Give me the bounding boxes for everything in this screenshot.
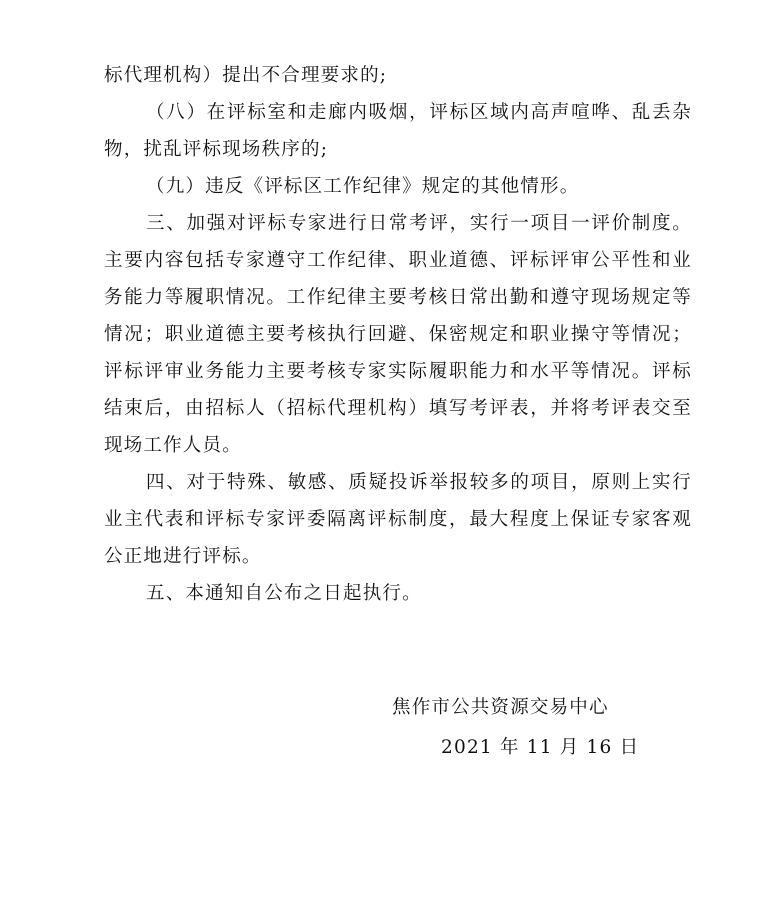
paragraph-continuation: 标代理机构）提出不合理要求的;	[104, 65, 388, 86]
paragraph-item-8: （八）在评标室和走廊内吸烟，评标区域内高声喧哗、乱丢杂物，扰乱评标现场秩序的;	[104, 102, 692, 160]
paragraph-section-3: 三、加强对评标专家进行日常考评，实行一项目一评价制度。主要内容包括专家遵守工作纪律、职业道德、评标评审公平性和业务能力等履职情况。工作纪律主要考核日常出勤和遵守现场规定等情况；职业道德主要考核执行回避、保密规定和职业操守等情况；评标评审业务能力主要考核专家实际履职能力和水平等情况。评标结束后，由招标人（招标代理机构）填写考评表，并将考评表交至现场工作人员。	[104, 213, 692, 456]
document-body	[104, 57, 692, 612]
paragraph-section-4: 四、对于特殊、敏感、质疑投诉举报较多的项目，原则上实行业主代表和评标专家评委隔离评标制度，最大程度上保证专家客观公正地进行评标。	[104, 472, 692, 567]
issue-date: 2021 年 11 月 16 日	[441, 737, 640, 758]
paragraph-item-9: （九）违反《评标区工作纪律》规定的其他情形。	[146, 176, 580, 197]
paragraph-section-5: 五、本通知自公布之日起执行。	[146, 583, 422, 604]
issuer-name: 焦作市公共资源交易中心	[392, 697, 609, 718]
